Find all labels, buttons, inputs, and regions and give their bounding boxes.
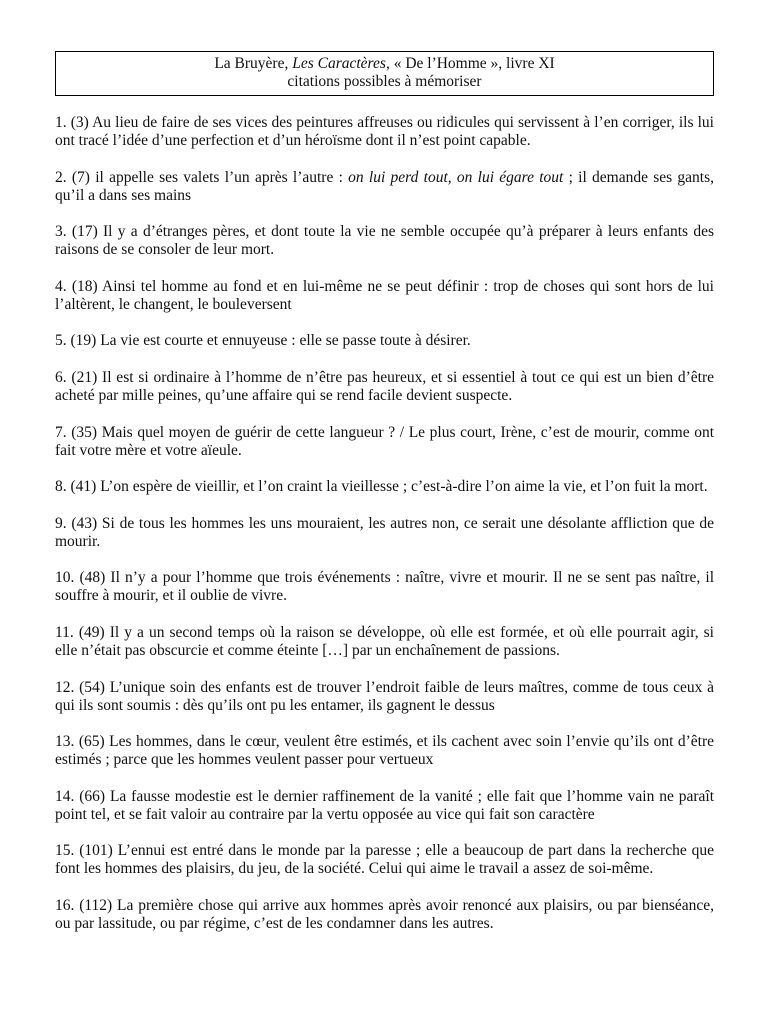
- title-author: La Bruyère,: [214, 55, 293, 72]
- quote-text: Il y a un second temps où la raison se développe, où elle est formée, et où elle pourrait agir, si elle n’était pas obscurcie et comme éteinte […] par un enchaînement de passions.: [55, 623, 714, 659]
- quote-number: 15. (101): [55, 842, 113, 860]
- quote-item: [55, 278, 714, 314]
- quote-item: [55, 842, 714, 878]
- quote-number: 11. (49): [55, 623, 105, 641]
- quote-number: 8. (41): [55, 478, 97, 496]
- quote-text: L’unique soin des enfants est de trouver l’endroit faible de leurs maîtres, comme de tous ceux à qui ils sont soumis : dès qu’ils ont pu les entamer, ils gagnent le dessus: [55, 678, 715, 714]
- document-page: [55, 51, 714, 952]
- quote-number: 3. (17): [55, 223, 98, 241]
- quote-text-italic: on lui perd tout, on lui égare tout: [348, 168, 564, 186]
- document-subtitle: citations possibles à mémoriser: [287, 73, 482, 90]
- quote-item: [55, 424, 714, 460]
- quote-item: [55, 515, 714, 551]
- quote-number: 12. (54): [55, 678, 105, 696]
- quote-text-after: ; il demande ses gants, qu’il a dans ses mains: [55, 168, 715, 204]
- quote-text: Il y a d’étranges pères, et dont toute la vie ne semble occupée qu’à préparer à leurs enfants des raisons de se consoler de leur mort.: [55, 223, 715, 259]
- quote-list: [55, 114, 714, 933]
- quote-number: 10. (48): [55, 569, 106, 587]
- quote-number: 13. (65): [55, 733, 105, 751]
- quote-item: [55, 569, 714, 605]
- quote-item: [55, 369, 714, 405]
- quote-text: L’ennui est entré dans le monde par la paresse ; elle a beaucoup de part dans la recherche que font les hommes des plaisirs, du jeu, de la société. Celui qui aime le travail a assez de soi-même.: [55, 842, 715, 878]
- quote-number: 14. (66): [55, 787, 106, 805]
- quote-number: 1. (3): [55, 114, 89, 131]
- quote-number: 2. (7): [55, 168, 90, 186]
- title-rest: , « De l’Homme », livre XI: [385, 55, 555, 72]
- quote-number: 4. (18): [55, 277, 98, 295]
- quote-text: La fausse modestie est le dernier raffinement de la vanité ; elle fait que l’homme vain ne paraît point tel, et se fait valoir au contraire par la vertu opposée au vice qui fait son caractère: [55, 787, 715, 823]
- quote-text: Il est si ordinaire à l’homme de n’être pas heureux, et si essentiel à tout ce qui est un bien d’être acheté par mille peines, qu’une affaire qui se rend facile devient suspecte.: [55, 368, 714, 404]
- quote-text: La vie est courte et ennuyeuse : elle se passe toute à désirer.: [100, 332, 471, 350]
- quote-item: [55, 478, 714, 496]
- quote-item: [55, 733, 714, 769]
- quote-text: Les hommes, dans le cœur, veulent être estimés, et ils cachent avec soin l’envie qu’ils ont d’être estimés ; parce que les hommes veulent passer pour vertueux: [55, 733, 715, 769]
- quote-item: [55, 897, 714, 933]
- quote-text: L’on espère de vieillir, et l’on craint la vieillesse ; c’est-à-dire l’on aime la vie, et l’on fuit la mort.: [100, 478, 708, 496]
- quote-item: [55, 624, 714, 660]
- quote-number: 7. (35): [55, 423, 98, 441]
- quote-text: Si de tous les hommes les uns mouraient, les autres non, ce serait une désolante affliction que de mourir.: [55, 514, 715, 550]
- quote-item: [55, 332, 714, 350]
- quote-number: 6. (21): [55, 368, 98, 386]
- quote-item: [55, 788, 714, 824]
- quote-item: [55, 223, 714, 259]
- document-title: [62, 55, 707, 73]
- quote-text: Au lieu de faire de ses vices des peintures affreuses ou ridicules qui servissent à l’en corriger, ils lui ont tracé l’idée d’une perfection et d’un héroïsme dont il n’est point capable.: [55, 114, 714, 149]
- title-work: Les Caractères: [292, 55, 386, 72]
- quote-number: 5. (19): [55, 332, 97, 350]
- quote-text: Mais quel moyen de guérir de cette langueur ? / Le plus court, Irène, c’est de mourir, comme ont fait votre mère et votre aïeule.: [55, 423, 715, 459]
- quote-item: [55, 114, 714, 150]
- quote-text: La première chose qui arrive aux hommes après avoir renoncé aux plaisirs, ou par bienséance, ou par lassitude, ou par régime, c’est de les condamner dans les autres.: [55, 896, 715, 932]
- quote-text: Ainsi tel homme au fond et en lui-même ne se peut définir : trop de choses qui sont hors de lui l’altèrent, le changent, le bouleversent: [55, 277, 714, 313]
- quote-text: Il n’y a pour l’homme que trois événements : naître, vivre et mourir. Il ne se sent pas naître, il souffre à mourir, et il oublie de vivre.: [55, 569, 714, 605]
- quote-item: [55, 679, 714, 715]
- quote-number: 16. (112): [55, 896, 113, 914]
- quote-number: 9. (43): [55, 514, 98, 532]
- title-box: [55, 51, 714, 96]
- quote-item: [55, 169, 714, 205]
- quote-text-before: il appelle ses valets l’un après l’autre :: [95, 168, 349, 186]
